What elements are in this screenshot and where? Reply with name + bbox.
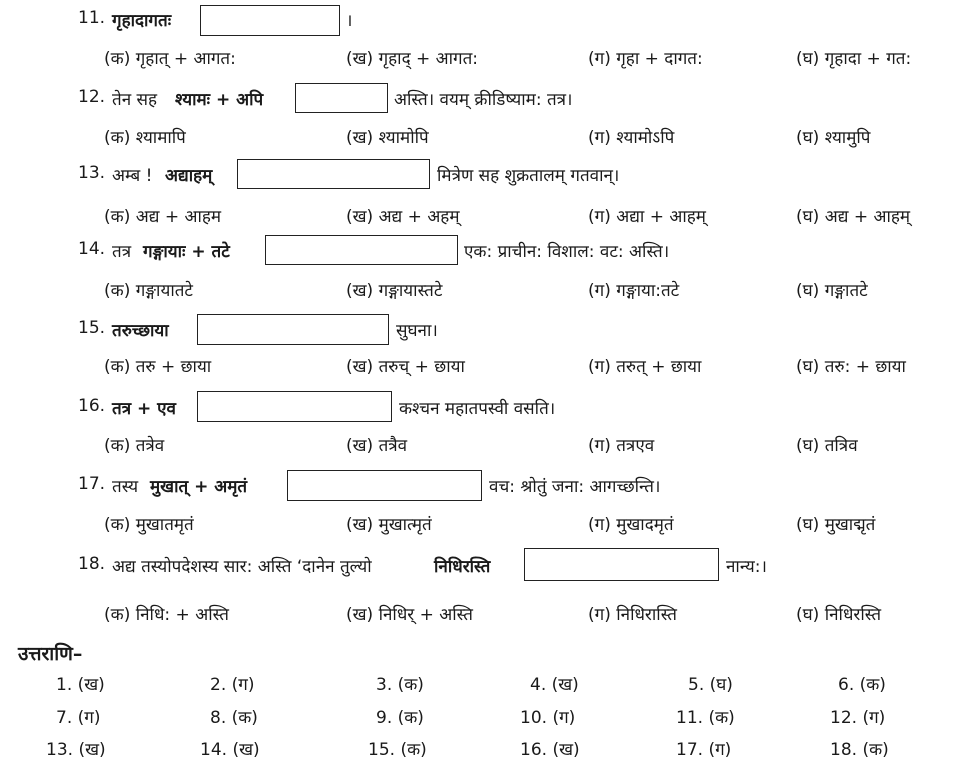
question-text-after: मित्रेण सह शुक्रतालम् गतवान्।: [437, 166, 620, 186]
question-number: 13.: [78, 163, 106, 183]
question-text-before: तेन सह: [112, 90, 158, 110]
answer-blank-box[interactable]: [197, 391, 392, 422]
question-number: 14.: [78, 239, 106, 259]
option-gha[interactable]: (घ) गृहादा + गत:: [796, 49, 912, 69]
option-ga[interactable]: (ग) निधिरास्ति: [588, 605, 677, 625]
answer-item: 15. (क): [368, 740, 427, 760]
answer-item: 7. (ग): [56, 708, 101, 728]
answer-item: 11. (क): [676, 708, 735, 728]
option-gha[interactable]: (घ) श्यामुपि: [796, 128, 871, 148]
question-text-after: एक: प्राचीन: विशाल: वट: अस्ति।: [464, 242, 670, 262]
answer-item: 3. (क): [376, 675, 424, 695]
question-number: 16.: [78, 396, 106, 416]
answer-item: 14. (ख): [200, 740, 260, 760]
option-kha[interactable]: (ख) तरुच् + छाया: [346, 357, 465, 377]
option-kha[interactable]: (ख) श्यामोपि: [346, 128, 429, 148]
option-ka[interactable]: (क) गृहात् + आगत:: [104, 49, 236, 69]
answer-blank-box[interactable]: [287, 470, 482, 501]
option-ka[interactable]: (क) अद्य + आहम: [104, 207, 222, 227]
option-kha[interactable]: (ख) निधिर् + अस्ति: [346, 605, 473, 625]
question-text-before: तस्य: [112, 477, 139, 497]
question-number: 12.: [78, 87, 106, 107]
question-bold-term: मुखात् + अमृतं: [150, 477, 248, 497]
option-kha[interactable]: (ख) अद्य + अहम्: [346, 207, 460, 227]
answer-item: 13. (ख): [46, 740, 106, 760]
answer-blank-box[interactable]: [265, 235, 458, 265]
answer-item: 12. (ग): [830, 708, 886, 728]
answer-item: 10. (ग): [520, 708, 576, 728]
option-gha[interactable]: (घ) तत्रिव: [796, 436, 858, 456]
question-text-after: वच: श्रोतुं जना: आगच्छन्ति।: [489, 477, 661, 497]
option-gha[interactable]: (घ) निधिरस्ति: [796, 605, 882, 625]
option-ka[interactable]: (क) तत्रेव: [104, 436, 165, 456]
question-bold-term: गृहादागतः: [112, 11, 172, 31]
answer-item: 8. (क): [210, 708, 258, 728]
answer-item: 2. (ग): [210, 675, 255, 695]
option-gha[interactable]: (घ) मुखाद्मृतं: [796, 515, 876, 535]
question-text-after: अस्ति। वयम् क्रीडिष्याम: तत्र।: [394, 90, 573, 110]
answer-item: 18. (क): [830, 740, 889, 760]
answer-item: 6. (क): [838, 675, 886, 695]
question-number: 17.: [78, 474, 106, 494]
option-ka[interactable]: (क) मुखातमृतं: [104, 515, 194, 535]
option-ka[interactable]: (क) निधि: + अस्ति: [104, 605, 229, 625]
answer-blank-box[interactable]: [200, 5, 340, 36]
question-bold-term: अद्याहम्: [165, 166, 213, 186]
answer-blank-box[interactable]: [237, 159, 430, 189]
option-ga[interactable]: (ग) मुखादमृतं: [588, 515, 674, 535]
question-text-before: तत्र: [112, 242, 132, 262]
option-kha[interactable]: (ख) तत्रैव: [346, 436, 408, 456]
option-kha[interactable]: (ख) गृहाद् + आगत:: [346, 49, 479, 69]
question-bold-term: गङ्गायाः + तटे: [143, 242, 230, 262]
question-number: 18.: [78, 554, 106, 574]
option-gha[interactable]: (घ) गङ्गातटे: [796, 281, 868, 301]
question-text-after: नान्य:।: [726, 557, 767, 577]
answer-blank-box[interactable]: [295, 83, 388, 113]
answers-title: उत्तराणि–: [18, 643, 83, 665]
option-ga[interactable]: (ग) गङ्गाया:तटे: [588, 281, 680, 301]
answer-item: 17. (ग): [676, 740, 732, 760]
option-ga[interactable]: (ग) तरुत् + छाया: [588, 357, 702, 377]
question-text-after: ।: [346, 11, 353, 31]
question-bold-term: तत्र + एव: [112, 399, 177, 419]
option-ga[interactable]: (ग) गृहा + दागत:: [588, 49, 703, 69]
option-kha[interactable]: (ख) मुखात्मृतं: [346, 515, 432, 535]
question-number: 15.: [78, 318, 106, 338]
answer-blank-box[interactable]: [524, 548, 719, 581]
question-number: 11.: [78, 8, 106, 28]
option-ga[interactable]: (ग) अद्या + आहम्: [588, 207, 706, 227]
option-ka[interactable]: (क) गङ्गायातटे: [104, 281, 193, 301]
option-ka[interactable]: (क) श्यामापि: [104, 128, 186, 148]
answer-item: 9. (क): [376, 708, 424, 728]
option-kha[interactable]: (ख) गङ्गायास्तटे: [346, 281, 443, 301]
option-ka[interactable]: (क) तरु + छाया: [104, 357, 212, 377]
question-bold-term: निधिरस्ति: [434, 557, 491, 577]
answer-item: 5. (घ): [688, 675, 733, 695]
option-ga[interactable]: (ग) श्यामोऽपि: [588, 128, 675, 148]
option-gha[interactable]: (घ) तरु: + छाया: [796, 357, 906, 377]
answer-item: 1. (ख): [56, 675, 105, 695]
answer-item: 16. (ख): [520, 740, 580, 760]
question-bold-term: श्यामः + अपि: [175, 90, 264, 110]
question-text-before: अम्ब !: [112, 166, 153, 186]
answer-blank-box[interactable]: [197, 314, 389, 345]
question-text-after: कश्चन महातपस्वी वसति।: [399, 399, 556, 419]
question-text-before: अद्य तस्योपदेशस्य सार: अस्ति ‘दानेन तुल्यो: [112, 557, 372, 577]
question-bold-term: तरुच्छाया: [112, 321, 169, 341]
answer-item: 4. (ख): [530, 675, 579, 695]
question-text-after: सुघना।: [396, 321, 438, 341]
option-gha[interactable]: (घ) अद्य + आहम्: [796, 207, 911, 227]
option-ga[interactable]: (ग) तत्रएव: [588, 436, 655, 456]
